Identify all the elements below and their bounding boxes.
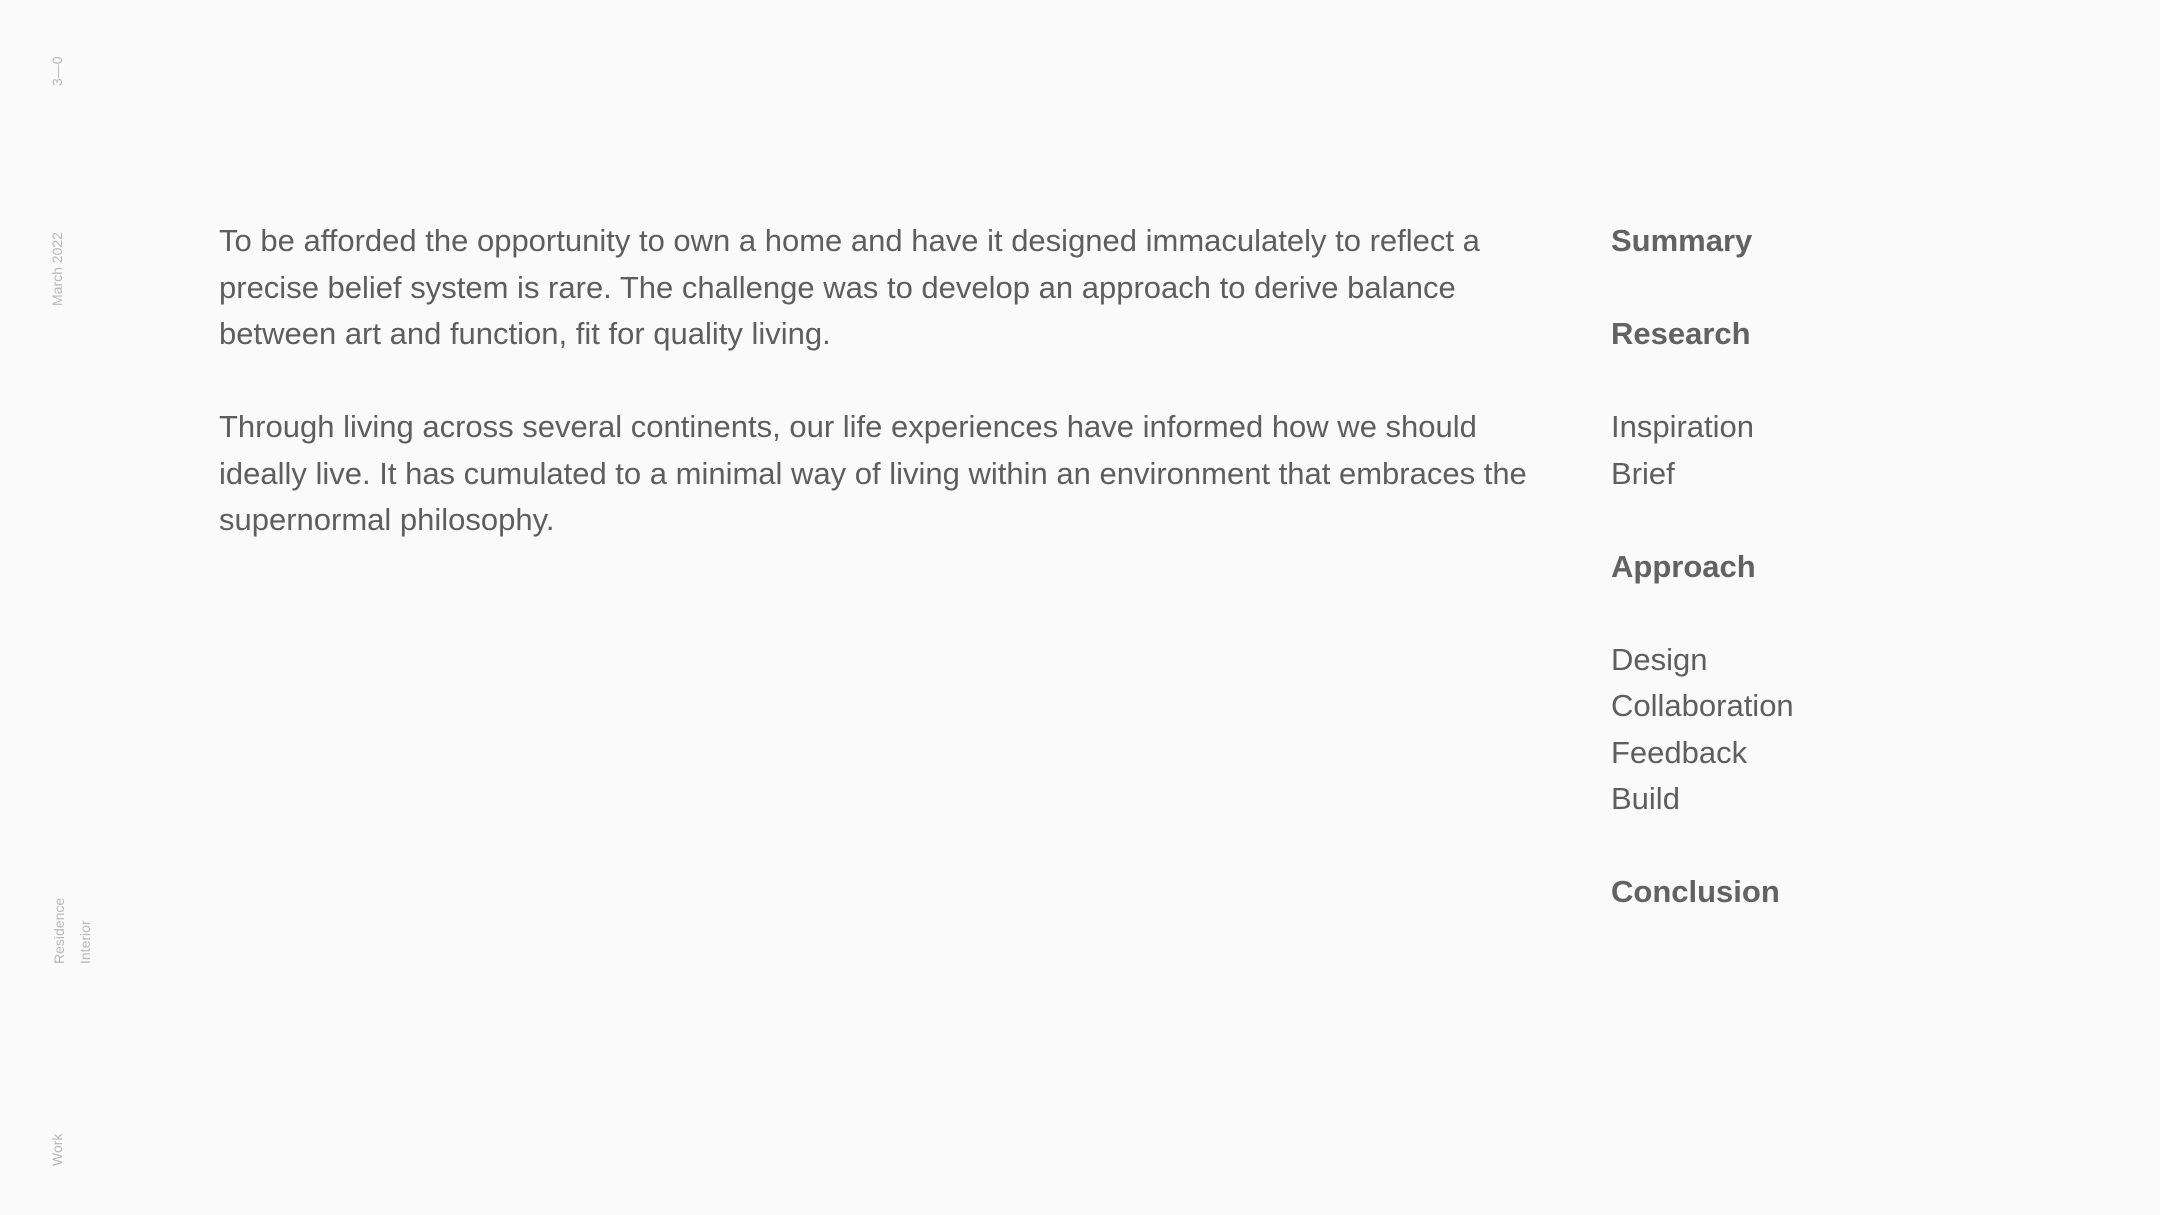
date-label: March 2022 (49, 232, 65, 306)
toc-item-feedback[interactable]: Feedback (1611, 734, 1748, 770)
toc-item-inspiration[interactable]: Inspiration (1611, 409, 1755, 444)
table-of-contents (1611, 218, 2011, 916)
toc-summary[interactable]: Summary (1611, 223, 1753, 258)
toc-conclusion[interactable]: Conclusion (1611, 874, 1780, 909)
toc-spacer (1611, 358, 2011, 405)
intro-text (219, 218, 1549, 590)
toc-spacer (1611, 265, 2011, 312)
intro-paragraph-2: Through living across several continents, our life experiences have informed how we should ideally live. It has cumulated to a minimal way of living within an environment that embraces the supernormal philosophy. (219, 409, 1527, 537)
toc-item-brief[interactable]: Brief (1611, 455, 1675, 491)
toc-item-design[interactable]: Design (1611, 641, 1708, 677)
toc-spacer (1611, 823, 2011, 870)
intro-paragraph-1: To be afforded the opportunity to own a home and have it designed immaculately to reflect a precise belief system is rare. The challenge was to develop an approach to derive balance between art and function, fit for quality living. (219, 223, 1480, 351)
project-type-residence: Residence (51, 897, 67, 964)
project-type-labels (46, 898, 98, 964)
toc-spacer (1611, 590, 2011, 637)
toc-research[interactable]: Research (1611, 316, 1751, 351)
toc-item-collaboration[interactable]: Collaboration (1611, 688, 1794, 723)
category-label: Work (49, 1133, 65, 1166)
toc-spacer (1611, 497, 2011, 544)
project-type-interior: Interior (77, 920, 93, 964)
toc-approach[interactable]: Approach (1611, 548, 1756, 584)
page-number: 3—0 (49, 56, 65, 86)
toc-item-build[interactable]: Build (1611, 781, 1680, 816)
